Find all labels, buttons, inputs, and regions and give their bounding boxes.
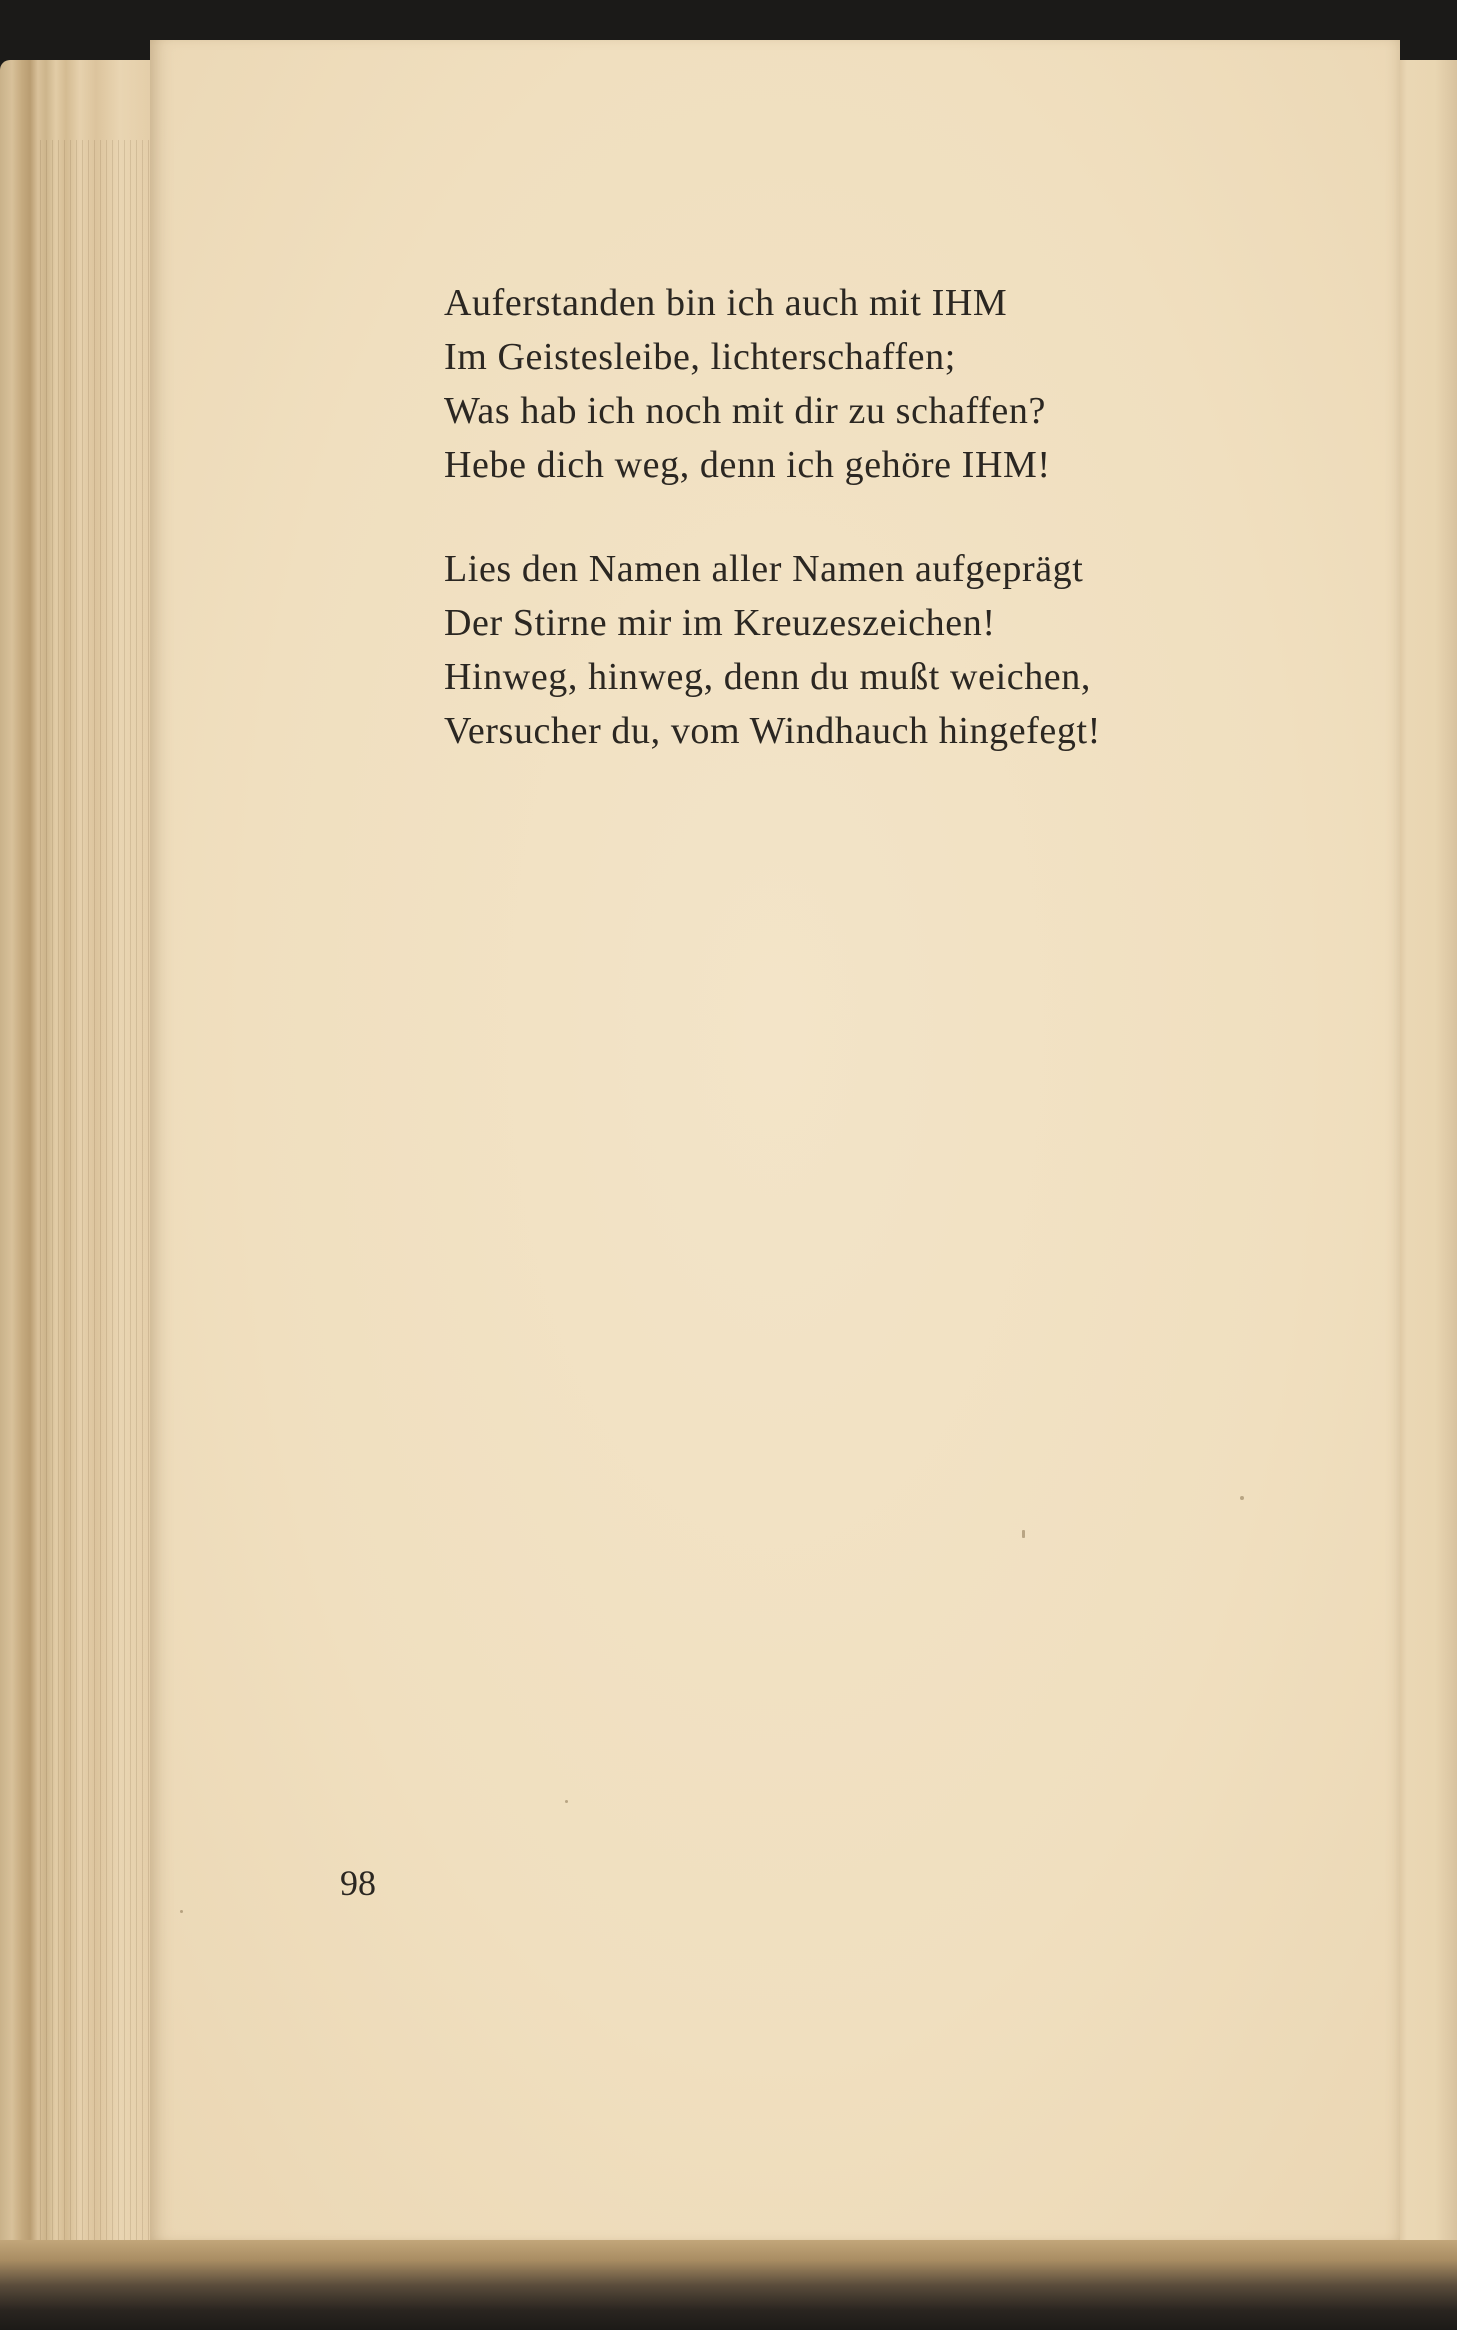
verse-line: Der Stirne mir im Kreuzeszeichen! [444, 602, 996, 644]
page-number: 98 [340, 1863, 376, 1903]
verse-line: Auferstanden bin ich auch mit IHM [444, 282, 1008, 324]
paper-speck [1240, 1496, 1244, 1500]
paper-speck [565, 1800, 568, 1803]
verse-line: Im Geistesleibe, lichterschaffen; [444, 336, 956, 378]
verse-line: Was hab ich noch mit dir zu schaffen? [444, 390, 1046, 432]
page-stack-lines [40, 140, 150, 2300]
adjacent-page-edge [1395, 60, 1457, 2260]
verse-line: Versucher du, vom Windhauch hingefegt! [444, 710, 1101, 752]
verse-line: Hebe dich weg, denn ich gehöre IHM! [444, 444, 1051, 486]
stanza-2 [444, 542, 1344, 758]
poem [444, 276, 1344, 808]
page-stack-edge [0, 60, 170, 2285]
stanza-1 [444, 276, 1344, 492]
book-bottom-edge [0, 2240, 1457, 2330]
verse-line: Lies den Namen aller Namen aufgeprägt [444, 548, 1084, 590]
paper-speck [180, 1910, 183, 1913]
book-page [150, 40, 1400, 2240]
verse-line: Hinweg, hinweg, denn du mußt weichen, [444, 656, 1091, 698]
paper-speck [1022, 1530, 1025, 1538]
